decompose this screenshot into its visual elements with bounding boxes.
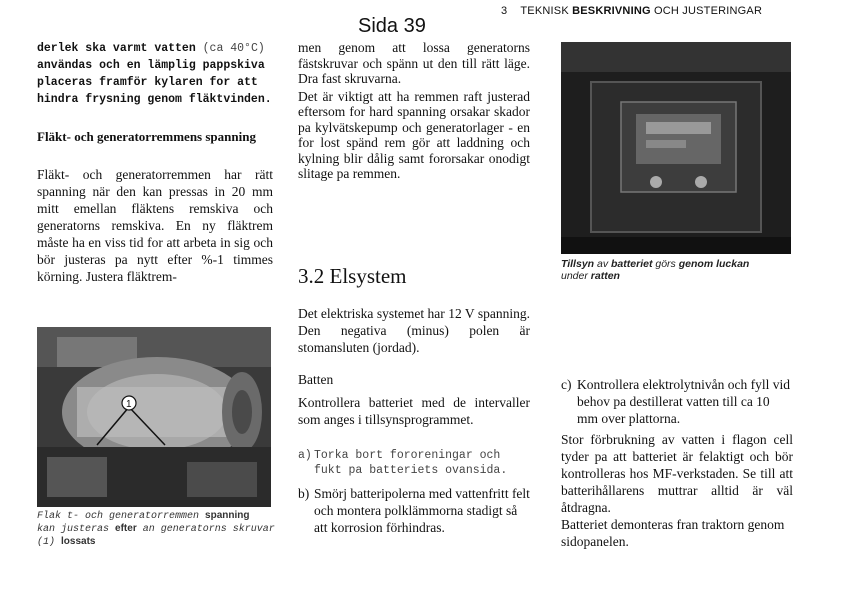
- section-heading: 3.2 Elsystem: [298, 264, 407, 288]
- caption2-a: Tillsyn: [561, 258, 595, 270]
- caption2-b: av: [597, 258, 609, 270]
- section-name-post: OCH JUSTERINGAR: [654, 5, 763, 17]
- list-item-c-text: Kontrollera elektrolytnivån och fyll vid behov pa destillerat vatten till ca 10 mm over plattorna.: [577, 377, 790, 426]
- page-title: Sida 39: [358, 15, 426, 37]
- generator-illustration: [37, 327, 271, 507]
- caption2-f: under: [561, 270, 588, 282]
- battery-removal-text: Batteriet demonteras fran traktorn genom sidopanelen.: [561, 517, 785, 549]
- list-item-a-mark: a): [298, 449, 312, 462]
- section-name-pre: TEKNISK: [520, 5, 569, 17]
- caption1-bold-3: lossats: [61, 536, 96, 547]
- col1-intro-a-light: (ca 40°C): [202, 42, 265, 55]
- photo-callout-label: 1: [126, 399, 132, 410]
- col2-top: [298, 40, 530, 182]
- battery-caption: [561, 258, 801, 282]
- caption2-g: ratten: [590, 270, 620, 282]
- caption1-a: Flak t- och generatorremmen: [37, 511, 200, 522]
- battery-text: Kontrollera batteriet med de intervaller som anges i tillsynsprogrammet.: [298, 395, 530, 427]
- list-item-b-mark: b): [298, 486, 310, 501]
- battery-photo: [561, 42, 791, 254]
- fan-belt-heading: Fläkt- och generatorremmens spanning: [37, 129, 256, 144]
- col1-intro-a: derlek ska varmt vatten: [37, 42, 196, 55]
- caption1-bold-2: efter: [115, 523, 137, 534]
- running-header: [501, 5, 762, 17]
- caption2-e: genom luckan: [678, 258, 750, 270]
- page-number: 3: [501, 5, 508, 17]
- caption2-c: batteriet: [611, 258, 653, 270]
- caption1-b: kan justeras: [37, 524, 110, 535]
- caption1-bold-1: spanning: [205, 510, 250, 521]
- generator-caption: [37, 510, 277, 549]
- list-item-c-mark: c): [561, 377, 572, 392]
- caption1-num: (1): [37, 537, 56, 548]
- list-item-a-text: Torka bort fororeningar och fukt pa batteriets ovansida.: [314, 449, 508, 477]
- water-consumption-text: Stor förbrukning av vatten i flagon cell tyder pa att batteriet är felaktigt och bör kontrolleras hos MF-verkstaden. Se till att batterihållarens muttrar alltid är väl åtdragna.: [561, 432, 793, 515]
- belt-adjust-text: men genom att lossa generatorns fästskruvar och spänn ut den till rätt läge. Dra fast skruvarna.: [298, 40, 530, 86]
- section-name-bold: BESKRIVNING: [572, 5, 651, 17]
- fan-belt-body: Fläkt- och generatorremmen har rätt spanning när den kan pressas in 20 mm mitt emellan fläktens remskiva och generatorns remskiva. En ny fläktrem måste ha en viss tid for att arbeta in sig och bör justeras pa nytt efter %-1 timmes körning. Justera fläktrem-: [37, 167, 273, 284]
- list-item-a: [298, 448, 530, 478]
- belt-importance-text: Det är viktigt att ha remmen raft justerad eftersom for hard spanning orsakar skador pa kylvätskepump och generatorlager - en for lost spänd rem gör att laddning och kylning blir dålig samt fororsakar onodigt slitage pa remmen.: [298, 88, 530, 181]
- list-item-b-text: Smörj batteripolerna med vattenfritt felt och montera polklämmorna stadigt så att korrosion förhindras.: [314, 486, 530, 535]
- list-item-b: [298, 485, 530, 536]
- battery-heading: Batten: [298, 372, 334, 387]
- list-item-c: [561, 376, 793, 427]
- caption2-d: görs: [655, 258, 676, 270]
- caption1-c: an generatorns skruvar: [142, 524, 275, 535]
- col1-intro: [37, 40, 277, 108]
- generator-photo: [37, 327, 271, 507]
- battery-illustration: [561, 42, 791, 254]
- col1-intro-b: användas och en lämplig pappskiva placeras framför kylaren for att hindra frysning genom fläktvinden.: [37, 59, 272, 106]
- electrical-intro: Det elektriska systemet har 12 V spanning. Den negativa (minus) polen är stomansluten (jordad).: [298, 306, 530, 355]
